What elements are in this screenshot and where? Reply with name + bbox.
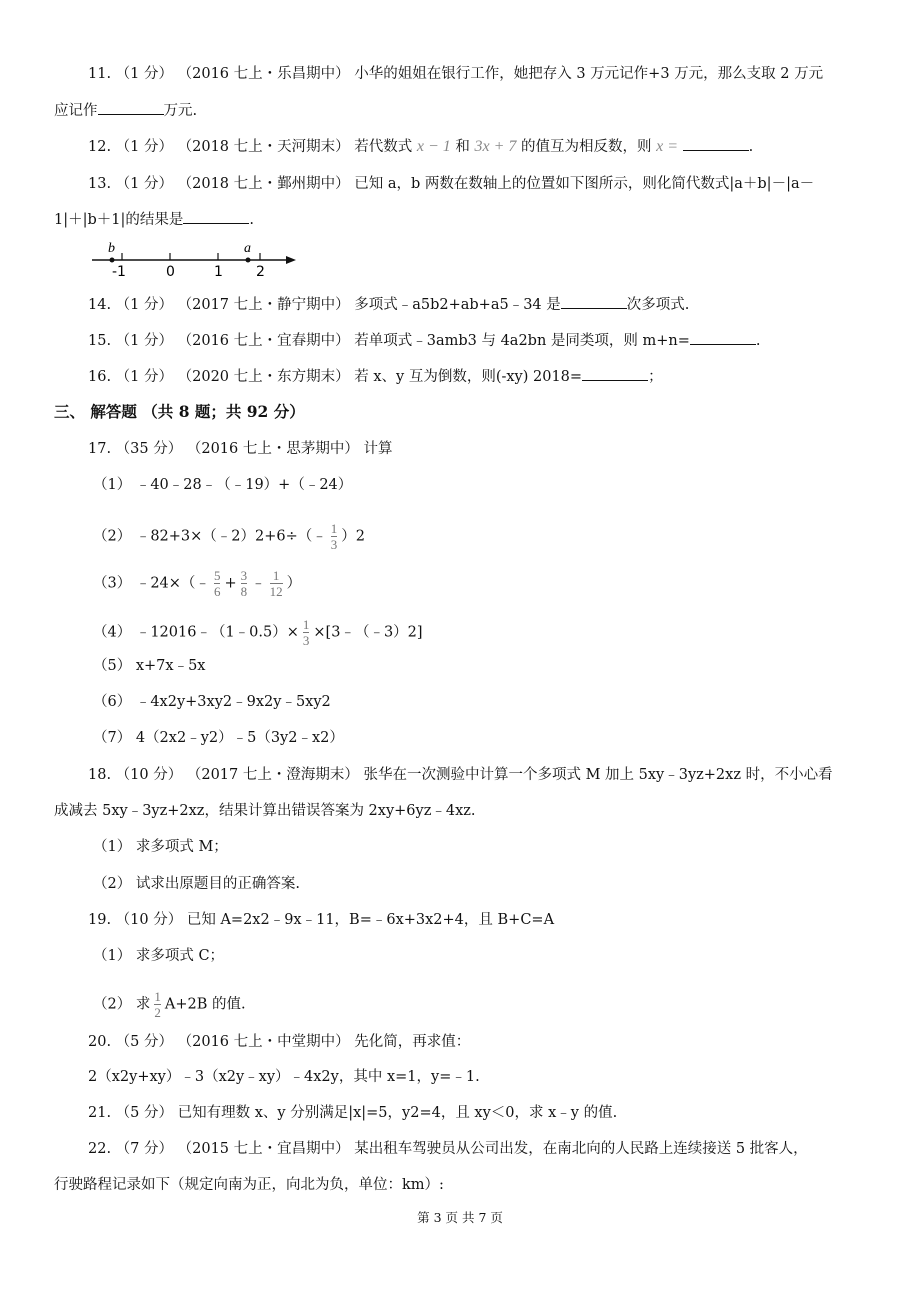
q17-p2-end: ）2 bbox=[341, 528, 366, 545]
q17-part1: （1） ﹣40﹣28﹣（﹣19）+（﹣24） bbox=[93, 477, 353, 493]
tick-label: 2 bbox=[256, 264, 265, 280]
q13-text: 1|＋|b＋1|的结果是 bbox=[54, 212, 184, 228]
q17-part7: （7） 4（2x2﹣y2）﹣5（3y2﹣x2） bbox=[93, 730, 344, 746]
q12-expr2: 3x + 7 bbox=[474, 138, 517, 155]
q19-p2-text: （2） 求 bbox=[93, 996, 151, 1013]
arrow-head-icon bbox=[286, 256, 296, 264]
q19-part1: （1） 求多项式 C； bbox=[93, 948, 225, 964]
q14-text: 14. （1 分） （2017 七上・静宁期中） 多项式﹣a5b2+ab+a5﹣34 是 bbox=[88, 297, 561, 313]
q15-line bbox=[88, 330, 761, 351]
q17-part3 bbox=[93, 569, 301, 598]
q14-end: 次多项式. bbox=[626, 297, 690, 313]
q19-head: 19. （10 分） 已知 A=2x2﹣9x﹣11，B=﹣6x+3x2+4，且 B+C=A bbox=[88, 912, 555, 928]
q12-expr3: x = bbox=[656, 138, 678, 155]
q18-part1: （1） 求多项式 M； bbox=[93, 839, 228, 855]
number-line-figure bbox=[88, 236, 303, 280]
fraction: $\frac{5}{6}$ bbox=[213, 568, 221, 599]
q17-p4-text: （4） ﹣12016﹣（1﹣0.5）× bbox=[93, 624, 299, 641]
q17-p2-text: （2） ﹣82+3×（﹣2）2+6÷（﹣ bbox=[93, 528, 327, 545]
tick-label: -1 bbox=[112, 264, 126, 280]
page-footer: 第 3 页 共 7 页 bbox=[417, 1210, 503, 1225]
minus-sign: ﹣ bbox=[251, 575, 266, 592]
tick-label: 1 bbox=[214, 264, 223, 280]
label-b: b bbox=[108, 241, 115, 256]
q12-mid: 的值互为相反数，则 bbox=[520, 139, 652, 155]
q15-end: . bbox=[755, 333, 761, 349]
q12-and: 和 bbox=[455, 139, 470, 155]
answer-blank bbox=[98, 100, 164, 115]
q18-part2: （2） 试求出原题目的正确答案. bbox=[93, 876, 300, 892]
q11-text-end: 万元. bbox=[163, 103, 198, 119]
plus-sign: + bbox=[224, 575, 237, 592]
q17-p3-text: （3） ﹣24×（﹣ bbox=[93, 575, 210, 592]
q13-line1: 13. （1 分） （2018 七上・鄞州期中） 已知 a，b 两数在数轴上的位置如下图所示，则化简代数式|a＋b|－|a－ bbox=[88, 176, 815, 192]
answer-blank bbox=[690, 330, 756, 345]
answer-blank bbox=[582, 366, 648, 381]
point-b bbox=[110, 258, 115, 263]
q22-line1: 22. （7 分） （2015 七上・宜昌期中） 某出租车驾驶员从公司出发，在南北向的人民路上连续接送 5 批客人， bbox=[88, 1141, 808, 1157]
fraction: $\frac{1}{2}$ bbox=[154, 989, 161, 1020]
q20-head: 20. （5 分） （2016 七上・中堂期中） 先化简，再求值： bbox=[88, 1034, 471, 1050]
answer-blank bbox=[183, 209, 249, 224]
q12-end: . bbox=[748, 139, 754, 155]
q17-head: 17. （35 分） （2016 七上・思茅期中） 计算 bbox=[88, 441, 393, 457]
q17-part2 bbox=[93, 522, 365, 551]
answer-blank bbox=[561, 294, 627, 309]
q17-part6: （6） ﹣4x2y+3xy2﹣9x2y﹣5xy2 bbox=[93, 694, 331, 710]
q22-line2: 行驶路程记录如下（规定向南为正，向北为负，单位：km）: bbox=[54, 1177, 444, 1193]
q11-line1: 11. （1 分） （2016 七上・乐昌期中） 小华的姐姐在银行工作，她把存入 3 万元记作+3 万元，那么支取 2 万元 bbox=[88, 66, 824, 82]
q15-text: 15. （1 分） （2016 七上・宜春期中） 若单项式﹣3amb3 与 4a2bn 是同类项，则 m+n= bbox=[88, 333, 690, 349]
q12-expr1: x − 1 bbox=[416, 138, 451, 155]
q14-line bbox=[88, 294, 689, 315]
q16-end: ； bbox=[648, 369, 663, 385]
tick-label: 0 bbox=[166, 264, 175, 280]
fraction: $\frac{1}{3}$ bbox=[302, 617, 310, 648]
q13-end: . bbox=[249, 212, 254, 228]
q19-p2-end: A+2B 的值. bbox=[164, 996, 246, 1013]
label-a: a bbox=[244, 241, 251, 256]
q17-part4 bbox=[93, 618, 423, 647]
q17-part5: （5） x+7x﹣5x bbox=[93, 658, 206, 674]
fraction: $\frac{1}{3}$ bbox=[330, 521, 338, 552]
q17-p3-end: ） bbox=[286, 575, 302, 592]
q16-line bbox=[88, 366, 663, 387]
q13-line2 bbox=[54, 209, 254, 230]
fraction: $\frac{1}{12}$ bbox=[269, 568, 283, 599]
q16-text: 16. （1 分） （2020 七上・东方期末） 若 x、y 互为倒数，则(-xy) 2018= bbox=[88, 369, 583, 385]
q19-part2 bbox=[93, 990, 246, 1019]
q18-line2: 成减去 5xy﹣3yz+2xz，结果计算出错误答案为 2xy+6yz﹣4xz. bbox=[54, 803, 476, 819]
q20-body: 2（x2y+xy）﹣3（x2y﹣xy）﹣4x2y，其中 x=1，y=﹣1. bbox=[88, 1069, 480, 1085]
point-a bbox=[246, 258, 251, 263]
q12-text: 12. （1 分） （2018 七上・天河期末） 若代数式 bbox=[88, 139, 413, 155]
q21-line: 21. （5 分） 已知有理数 x、y 分别满足|x|=5，y2=4，且 xy＜0，求 x﹣y 的值. bbox=[88, 1105, 618, 1121]
q17-p4-end: ×[3﹣（﹣3）2] bbox=[313, 624, 423, 641]
q18-line1: 18. （10 分） （2017 七上・澄海期末） 张华在一次测验中计算一个多项式 M 加上 5xy﹣3yz+2xz 时，不小心看 bbox=[88, 767, 833, 783]
q12-line bbox=[88, 136, 753, 157]
q11-line2 bbox=[54, 100, 197, 121]
fraction: $\frac{3}{8}$ bbox=[240, 568, 248, 599]
section-heading: 三、 解答题 （共 8 题；共 92 分） bbox=[54, 402, 305, 421]
q11-text: 应记作 bbox=[54, 103, 98, 119]
answer-blank bbox=[683, 136, 749, 151]
